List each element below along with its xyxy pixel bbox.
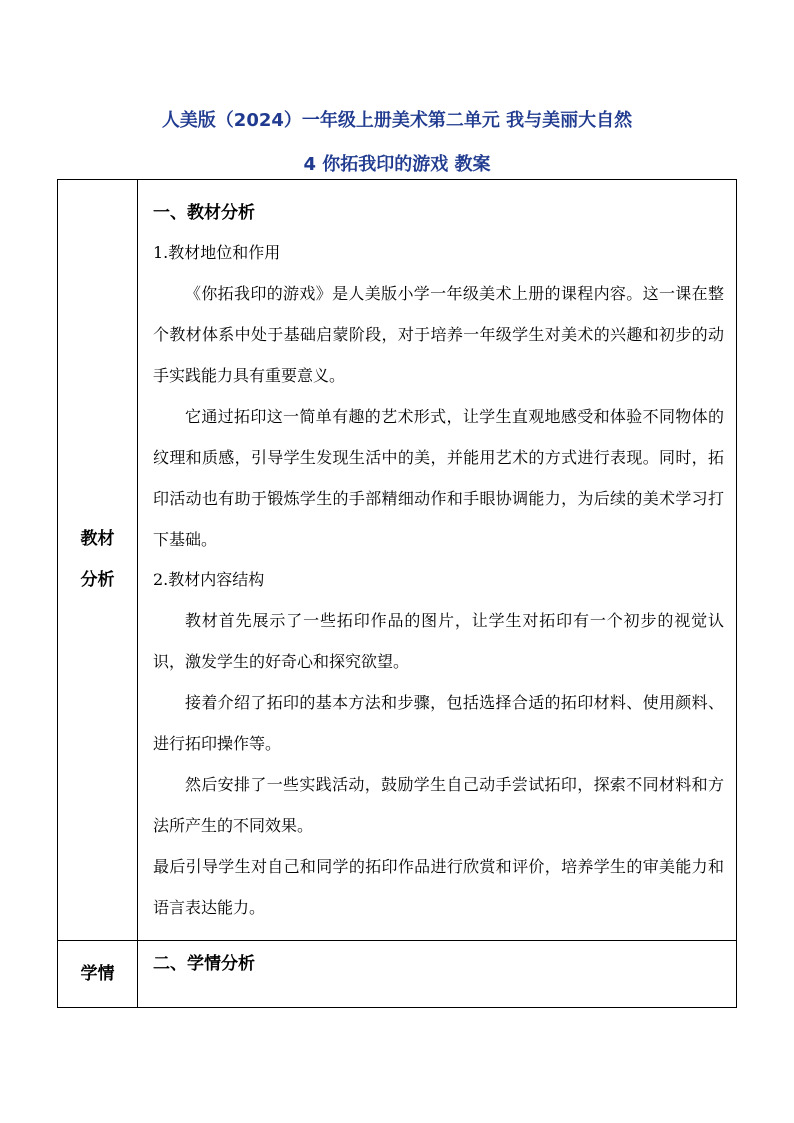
row-content-student-analysis [138,941,737,1008]
paragraph-structure-4: 最后引导学生对自己和同学的拓印作品进行欣赏和评价，培养学生的审美能力和语言表达能力。 [153,857,724,917]
row-label-line2: 分析 [80,570,115,590]
document-title: 人美版（2024）一年级上册美术第二单元 我与美丽大自然 [161,110,633,131]
document-subtitle: 4 你拓我印的游戏 教案 [303,154,491,175]
row-label-student-analysis: 学情 [58,941,138,1008]
lesson-plan-table [57,179,737,1008]
paragraph-structure-2: 接着介绍了拓印的基本方法和步骤，包括选择合适的拓印材料、使用颜料、进行拓印操作等。 [153,693,724,753]
section-heading-textbook-analysis: 一、教材分析 [153,203,255,223]
table-row-textbook-analysis [58,180,737,941]
subheading-structure: 2.教材内容结构 [153,570,265,589]
paragraph-structure-3: 然后安排了一些实践活动，鼓励学生自己动手尝试拓印，探索不同材料和方法所产生的不同效果。 [153,775,724,835]
row-label-textbook-analysis [58,180,138,941]
table-row-student-analysis [58,941,737,1008]
subheading-role: 1.教材地位和作用 [153,243,281,262]
paragraph-role-2: 它通过拓印这一简单有趣的艺术形式，让学生直观地感受和体验不同物体的纹理和质感，引导学生发现生活中的美，并能用艺术的方式进行表现。同时，拓印活动也有助于锻炼学生的手部精细动作和手眼协调能力，为后续的美术学习打下基础。 [153,407,724,549]
paragraph-structure-1: 教材首先展示了一些拓印作品的图片，让学生对拓印有一个初步的视觉认识，激发学生的好奇心和探究欲望。 [153,611,724,671]
row-label-line1: 教材 [80,529,115,549]
row-content-textbook-analysis [138,180,737,941]
section-heading-student-analysis: 二、学情分析 [153,954,255,974]
paragraph-role-1: 《你拓我印的游戏》是人美版小学一年级美术上册的课程内容。这一课在整个教材体系中处于基础启蒙阶段，对于培养一年级学生对美术的兴趣和初步的动手实践能力具有重要意义。 [153,284,724,385]
